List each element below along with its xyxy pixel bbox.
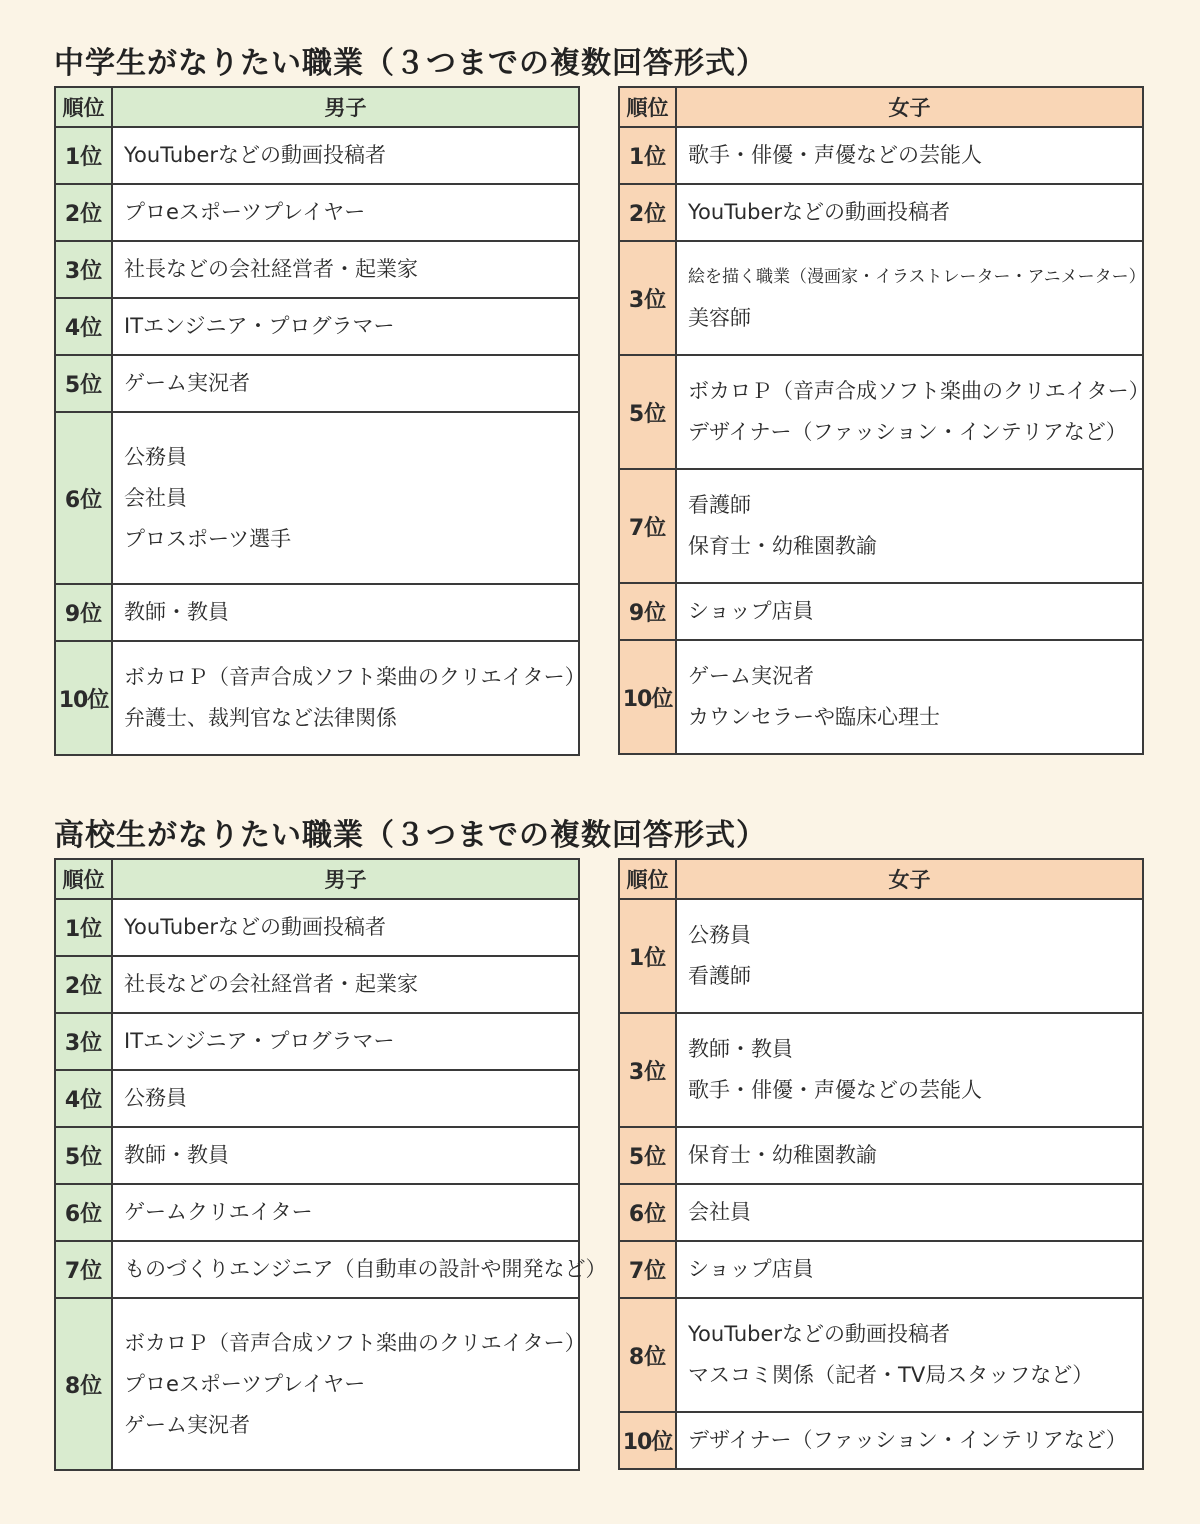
rank-cell: 8位: [619, 1298, 676, 1412]
job-line: プロeスポーツプレイヤー: [124, 200, 366, 224]
job-line: ボカロＰ（音声合成ソフト楽曲のクリエイター）: [688, 379, 1150, 403]
job-line: ものづくりエンジニア（自動車の設計や開発など）: [124, 1257, 607, 1281]
job-line: デザイナー（ファッション・インテリアなど）: [688, 1428, 1127, 1452]
header-group: 男子: [112, 859, 579, 899]
job-cell: [676, 241, 1146, 355]
job-line: 絵を描く職業（漫画家・イラストレーター・アニメーター）: [688, 267, 1146, 287]
rank-cell: 8位: [55, 1298, 112, 1470]
table-row: [619, 127, 1143, 184]
job-cell: [676, 184, 1143, 241]
job-cell: [112, 1298, 586, 1470]
header-group: 女子: [676, 859, 1143, 899]
job-cell: [676, 640, 1143, 754]
section-title-high-school: 高校生がなりたい職業（３つまでの複数回答形式）: [54, 818, 767, 853]
table-row: [619, 1412, 1143, 1469]
job-line: ボカロＰ（音声合成ソフト楽曲のクリエイター）: [124, 1330, 586, 1355]
job-cell: [112, 1070, 579, 1127]
table-row: [619, 1184, 1143, 1241]
job-line: 教師・教員: [688, 1037, 793, 1061]
rank-cell: 6位: [55, 1184, 112, 1241]
job-cell: [112, 184, 579, 241]
header-group: 女子: [676, 87, 1143, 127]
job-line: ゲーム実況者: [688, 664, 814, 688]
rank-cell: 4位: [55, 298, 112, 355]
rank-cell: 2位: [55, 184, 112, 241]
job-cell: [112, 641, 586, 755]
job-line: YouTuberなどの動画投稿者: [124, 143, 387, 167]
job-cell: [676, 899, 1143, 1013]
job-line: 公務員: [688, 923, 751, 947]
table-row: [619, 1241, 1143, 1298]
job-line: YouTuberなどの動画投稿者: [688, 1322, 951, 1346]
job-line: YouTuberなどの動画投稿者: [688, 200, 951, 224]
job-cell: [112, 1184, 579, 1241]
junior-high-boys-table: [54, 86, 586, 756]
table-row: [55, 899, 579, 956]
job-cell: [676, 1412, 1143, 1469]
table-row: [619, 899, 1143, 1013]
job-cell: [676, 1184, 1143, 1241]
job-line: 看護師: [688, 964, 751, 988]
job-line: 教師・教員: [124, 600, 229, 624]
rank-cell: 9位: [55, 584, 112, 641]
job-cell: [676, 1127, 1143, 1184]
table-row: [55, 956, 579, 1013]
table-row: [619, 1013, 1143, 1127]
job-line: 美容師: [688, 306, 751, 330]
job-line: ゲームクリエイター: [124, 1200, 313, 1224]
job-cell: [676, 1241, 1143, 1298]
header-rank: 順位: [619, 87, 676, 127]
rank-cell: 5位: [55, 355, 112, 412]
job-cell: [112, 298, 579, 355]
job-cell: [676, 583, 1143, 640]
job-cell: [676, 469, 1143, 583]
high-school-boys-table: [54, 858, 607, 1471]
rank-cell: 5位: [619, 355, 676, 469]
job-line: ショップ店員: [688, 599, 814, 623]
table-row: [55, 1127, 579, 1184]
job-line: デザイナー（ファッション・インテリアなど）: [688, 420, 1127, 444]
rank-cell: 3位: [55, 1013, 112, 1070]
rank-cell: 10位: [619, 640, 676, 754]
rank-cell: 1位: [55, 899, 112, 956]
rank-cell: 5位: [55, 1127, 112, 1184]
job-cell: [112, 355, 579, 412]
job-line: ITエンジニア・プログラマー: [124, 1029, 395, 1053]
job-cell: [112, 899, 579, 956]
rank-cell: 6位: [619, 1184, 676, 1241]
job-line: 看護師: [688, 493, 751, 517]
job-line: ショップ店員: [688, 1257, 814, 1281]
job-line: 会社員: [688, 1200, 751, 1224]
rank-cell: 6位: [55, 412, 112, 584]
table-row: [55, 1013, 579, 1070]
job-line: 歌手・俳優・声優などの芸能人: [688, 1078, 982, 1102]
job-line: プロスポーツ選手: [124, 526, 292, 551]
job-line: ボカロＰ（音声合成ソフト楽曲のクリエイター）: [124, 665, 586, 689]
job-cell: [112, 412, 579, 584]
table-row: [55, 412, 579, 584]
rank-cell: 1位: [619, 899, 676, 1013]
rank-cell: 3位: [619, 1013, 676, 1127]
job-cell: [676, 355, 1150, 469]
job-line: ゲーム実況者: [124, 1412, 250, 1437]
job-cell: [112, 956, 579, 1013]
rank-cell: 7位: [619, 469, 676, 583]
job-line: 歌手・俳優・声優などの芸能人: [688, 143, 982, 167]
rank-cell: 2位: [619, 184, 676, 241]
job-cell: [676, 1298, 1143, 1412]
junior-high-girls-table: [618, 86, 1150, 755]
rank-cell: 2位: [55, 956, 112, 1013]
rank-cell: 7位: [55, 1241, 112, 1298]
rank-cell: 10位: [55, 641, 112, 755]
header-group: 男子: [112, 87, 579, 127]
job-line: ITエンジニア・プログラマー: [124, 314, 395, 338]
job-line: プロeスポーツプレイヤー: [124, 1371, 366, 1396]
section-title-junior-high: 中学生がなりたい職業（３つまでの複数回答形式）: [54, 46, 767, 81]
rank-cell: 1位: [619, 127, 676, 184]
table-row: [55, 1070, 579, 1127]
job-cell: [112, 1013, 579, 1070]
job-line: 保育士・幼稚園教諭: [688, 1143, 877, 1167]
table-row: [619, 1127, 1143, 1184]
table-row: [55, 1241, 579, 1298]
job-cell: [676, 127, 1143, 184]
job-cell: [112, 1241, 607, 1298]
table-row: [55, 355, 579, 412]
table-row: [55, 1298, 579, 1470]
job-line: 社長などの会社経営者・起業家: [124, 257, 418, 281]
high-school-girls-table: [618, 858, 1144, 1470]
rank-cell: 10位: [619, 1412, 676, 1469]
table-row: [55, 184, 579, 241]
job-cell: [676, 1013, 1143, 1127]
table-row: [619, 469, 1143, 583]
rank-cell: 5位: [619, 1127, 676, 1184]
rank-cell: 1位: [55, 127, 112, 184]
table-row: [55, 127, 579, 184]
job-cell: [112, 241, 579, 298]
table-row: [619, 640, 1143, 754]
table-row: [55, 641, 579, 755]
job-line: 公務員: [124, 1086, 187, 1110]
job-line: 保育士・幼稚園教諭: [688, 534, 877, 558]
job-line: 公務員: [124, 444, 187, 469]
rows: [55, 899, 607, 1470]
job-cell: [112, 584, 579, 641]
table-row: [55, 1184, 579, 1241]
header-rank: 順位: [55, 859, 112, 899]
job-line: カウンセラーや臨床心理士: [688, 705, 940, 729]
rows: [619, 899, 1143, 1469]
rank-cell: 3位: [619, 241, 676, 355]
rank-cell: 7位: [619, 1241, 676, 1298]
job-line: 会社員: [124, 485, 187, 510]
table-row: [619, 184, 1143, 241]
table-row: [55, 298, 579, 355]
table-row: [619, 1298, 1143, 1412]
rows: [619, 127, 1150, 754]
job-line: YouTuberなどの動画投稿者: [124, 915, 387, 939]
table-row: [619, 241, 1143, 355]
job-line: 教師・教員: [124, 1143, 229, 1167]
rank-cell: 4位: [55, 1070, 112, 1127]
job-line: 社長などの会社経営者・起業家: [124, 972, 418, 996]
job-line: ゲーム実況者: [124, 371, 250, 395]
job-cell: [112, 127, 579, 184]
job-cell: [112, 1127, 579, 1184]
header-rank: 順位: [55, 87, 112, 127]
rows: [55, 127, 586, 755]
table-row: [619, 583, 1143, 640]
rank-cell: 3位: [55, 241, 112, 298]
rank-cell: 9位: [619, 583, 676, 640]
job-line: マスコミ関係（記者・TV局スタッフなど）: [688, 1363, 1094, 1387]
job-line: 弁護士、裁判官など法律関係: [124, 706, 397, 730]
table-row: [55, 584, 579, 641]
table-row: [55, 241, 579, 298]
table-row: [619, 355, 1143, 469]
header-rank: 順位: [619, 859, 676, 899]
